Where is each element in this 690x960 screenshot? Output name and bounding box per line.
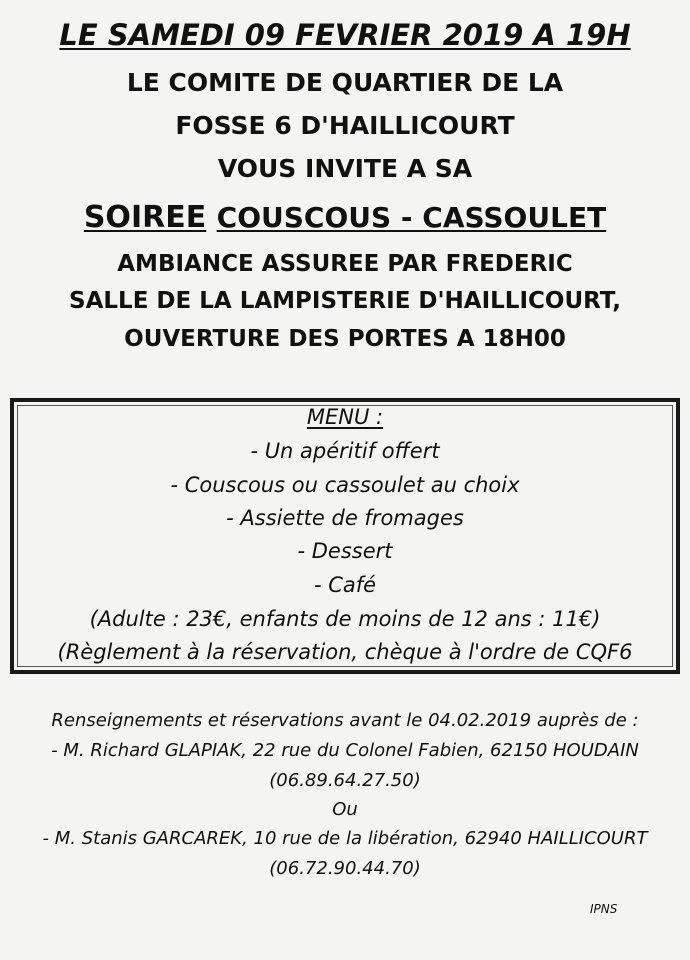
event-word: SOIREE: [83, 200, 207, 235]
ipns-mention: IPNS: [590, 902, 618, 916]
or-separator: Ou: [332, 799, 358, 820]
menu-prices: (Adulte : 23€, enfants de moins de 12 ans : 11€): [89, 607, 601, 631]
event-name: COUSCOUS - CASSOULET: [216, 201, 607, 234]
event-date-heading: LE SAMEDI 09 FEVRIER 2019 A 19H: [59, 18, 631, 52]
menu-item: - Assiette de fromages: [226, 506, 464, 530]
contact-1: - M. Richard GLAPIAK, 22 rue du Colonel Fabien, 62150 HOUDAIN: [51, 740, 639, 761]
menu-item: - Un apéritif offert: [250, 439, 440, 463]
doors-open-line: OUVERTURE DES PORTES A 18H00: [124, 326, 566, 352]
venue-line: SALLE DE LA LAMPISTERIE D'HAILLICOURT,: [69, 288, 621, 314]
contact-2-phone: (06.72.90.44.70): [269, 858, 421, 879]
menu-payment: (Règlement à la réservation, chèque à l'ordre de CQF6: [57, 640, 633, 664]
organizer-line-2: FOSSE 6 D'HAILLICOURT: [175, 111, 515, 140]
event-title: [0, 200, 690, 235]
menu-title: MENU :: [306, 405, 384, 429]
menu-item: - Dessert: [297, 539, 393, 563]
menu-item: - Café: [313, 573, 377, 597]
menu-item: - Couscous ou cassoulet au choix: [170, 473, 520, 497]
reservation-intro: Renseignements et réservations avant le 04.02.2019 auprès de :: [51, 710, 639, 731]
contact-2: - M. Stanis GARCAREK, 10 rue de la libération, 62940 HAILLICOURT: [42, 828, 648, 849]
organizer-line-1: LE COMITE DE QUARTIER DE LA: [126, 68, 564, 97]
invite-line: VOUS INVITE A SA: [217, 154, 473, 183]
contact-1-phone: (06.89.64.27.50): [269, 770, 421, 791]
ambiance-line: AMBIANCE ASSUREE PAR FREDERIC: [117, 251, 573, 277]
